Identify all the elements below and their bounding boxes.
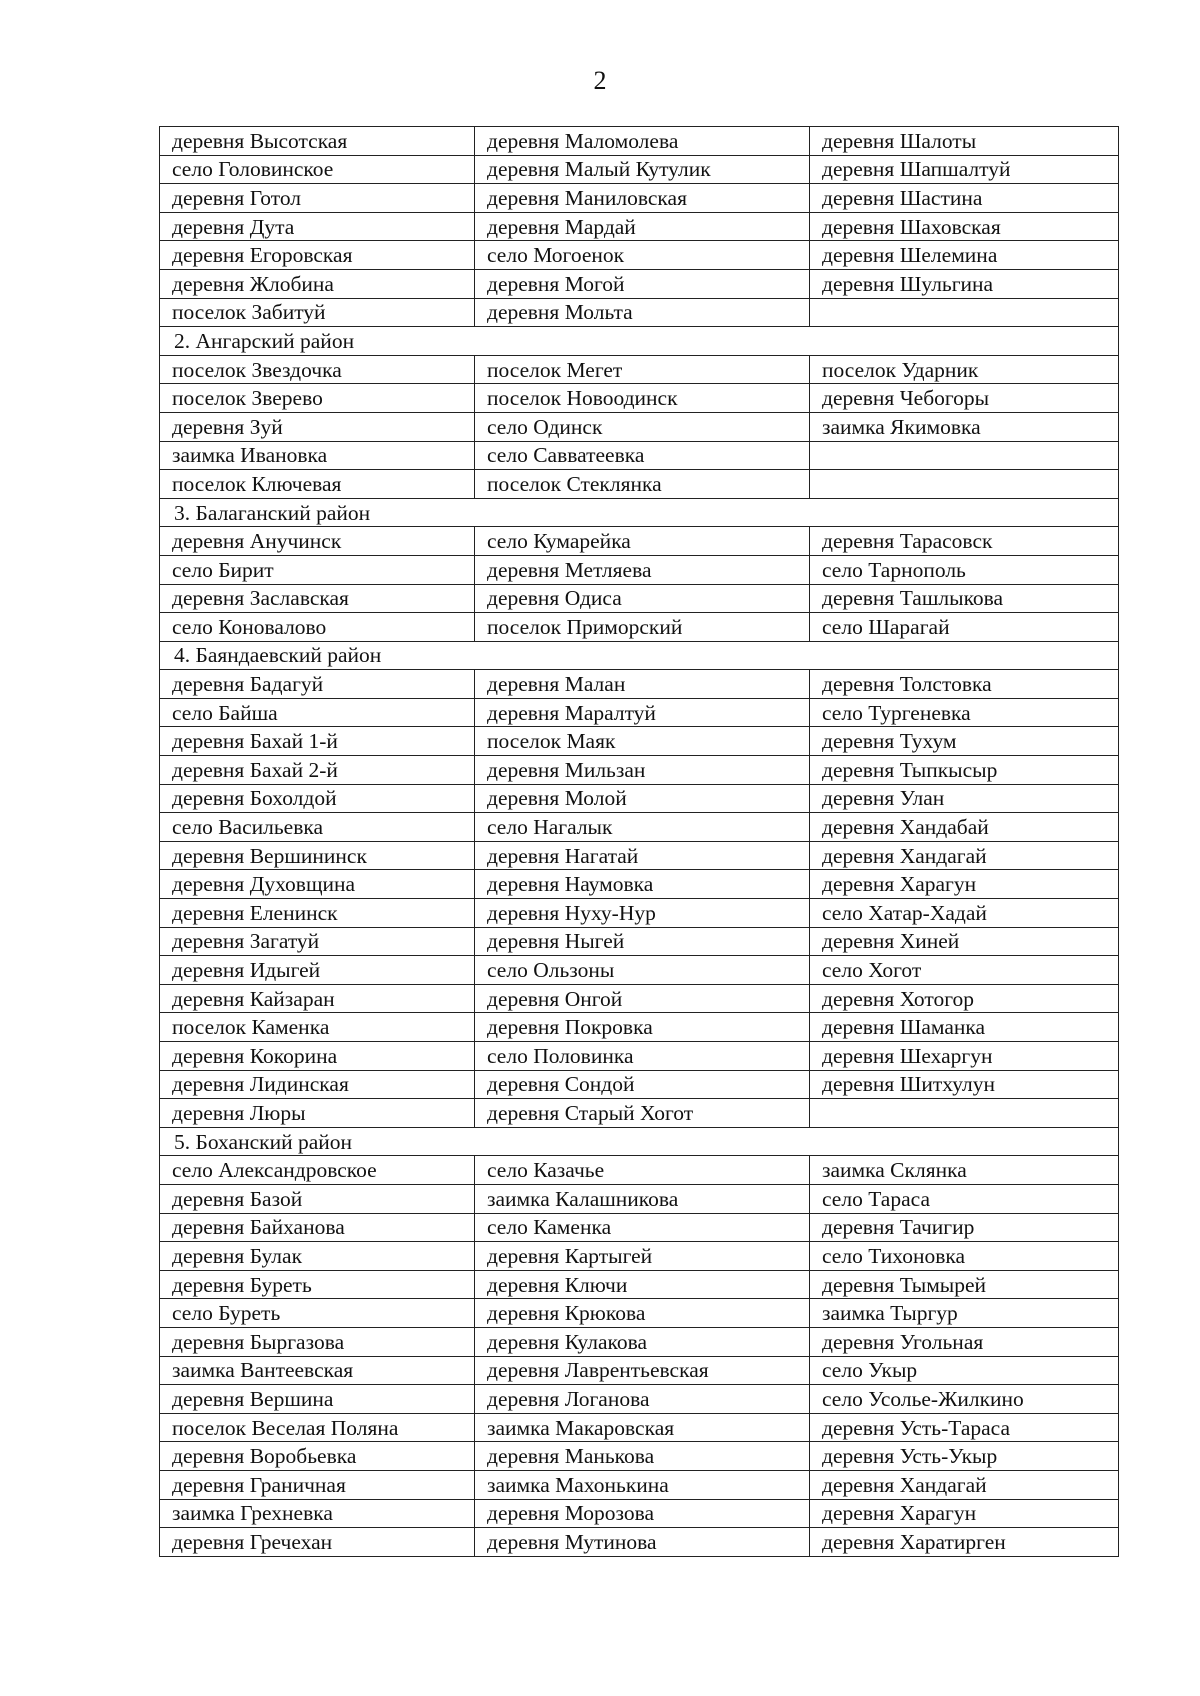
- settlement-cell: [810, 1099, 1119, 1128]
- settlement-cell: деревня Наумовка: [475, 870, 810, 899]
- table-row: [160, 184, 1119, 213]
- settlement-cell: деревня Мардай: [475, 212, 810, 241]
- table-row: [160, 813, 1119, 842]
- settlement-cell: деревня Покровка: [475, 1013, 810, 1042]
- settlement-cell: село Каменка: [475, 1213, 810, 1242]
- settlement-cell: деревня Могой: [475, 269, 810, 298]
- settlement-cell: деревня Люры: [160, 1099, 475, 1128]
- settlement-cell: деревня Идыгей: [160, 956, 475, 985]
- settlement-cell: деревня Шалоты: [810, 127, 1119, 156]
- settlement-cell: деревня Зуй: [160, 412, 475, 441]
- table-row: [160, 899, 1119, 928]
- settlement-cell: деревня Заславская: [160, 584, 475, 613]
- settlement-cell: деревня Логанова: [475, 1385, 810, 1414]
- settlement-cell: деревня Бохолдой: [160, 784, 475, 813]
- table-row: [160, 727, 1119, 756]
- settlement-cell: деревня Вершининск: [160, 841, 475, 870]
- table-row: [160, 1499, 1119, 1528]
- settlement-cell: село Васильевка: [160, 813, 475, 842]
- settlement-cell: деревня Егоровская: [160, 241, 475, 270]
- settlement-cell: село Одинск: [475, 412, 810, 441]
- settlement-cell: поселок Новоодинск: [475, 384, 810, 413]
- district-header-row: [160, 1127, 1119, 1156]
- settlement-cell: [810, 298, 1119, 327]
- settlement-cell: деревня Тачигир: [810, 1213, 1119, 1242]
- settlement-cell: заимка Грехневка: [160, 1499, 475, 1528]
- settlement-cell: деревня Морозова: [475, 1499, 810, 1528]
- page-number: 2: [593, 66, 607, 95]
- settlement-cell: село Нагалык: [475, 813, 810, 842]
- settlement-cell: деревня Харагун: [810, 1499, 1119, 1528]
- table-row: [160, 1528, 1119, 1557]
- settlement-cell: деревня Анучинск: [160, 527, 475, 556]
- settlement-cell: заимка Тыргур: [810, 1299, 1119, 1328]
- table-row: [160, 1242, 1119, 1271]
- settlement-cell: село Байша: [160, 698, 475, 727]
- settlement-cell: деревня Хандагай: [810, 1470, 1119, 1499]
- table-row: [160, 1356, 1119, 1385]
- settlement-cell: деревня Картыгей: [475, 1242, 810, 1271]
- settlement-cell: деревня Бахай 1-й: [160, 727, 475, 756]
- settlement-cell: деревня Хиней: [810, 927, 1119, 956]
- district-header-row: [160, 498, 1119, 527]
- settlement-cell: поселок Маяк: [475, 727, 810, 756]
- district-title: 2. Ангарский район: [160, 327, 1119, 356]
- settlement-cell: село Александровское: [160, 1156, 475, 1185]
- settlement-cell: село Шарагай: [810, 613, 1119, 642]
- table-row: [160, 1184, 1119, 1213]
- settlement-cell: село Бирит: [160, 555, 475, 584]
- settlement-cell: [810, 470, 1119, 499]
- settlement-cell: деревня Шапшалтуй: [810, 155, 1119, 184]
- settlement-cell: деревня Ключи: [475, 1270, 810, 1299]
- table-row: [160, 1270, 1119, 1299]
- settlement-cell: поселок Зверево: [160, 384, 475, 413]
- settlement-cell: деревня Лаврентьевская: [475, 1356, 810, 1385]
- settlement-cell: село Казачье: [475, 1156, 810, 1185]
- settlement-cell: деревня Угольная: [810, 1327, 1119, 1356]
- table-row: [160, 1013, 1119, 1042]
- settlement-cell: деревня Высотская: [160, 127, 475, 156]
- settlement-cell: деревня Хандагай: [810, 841, 1119, 870]
- settlement-cell: деревня Чебогоры: [810, 384, 1119, 413]
- settlement-cell: деревня Дута: [160, 212, 475, 241]
- table-row: [160, 212, 1119, 241]
- table-row: [160, 555, 1119, 584]
- settlement-cell: деревня Мильзан: [475, 756, 810, 785]
- settlement-cell: деревня Граничная: [160, 1470, 475, 1499]
- settlement-cell: заимка Ивановка: [160, 441, 475, 470]
- settlement-cell: село Ользоны: [475, 956, 810, 985]
- settlement-cell: деревня Харатирген: [810, 1528, 1119, 1557]
- settlement-cell: село Укыр: [810, 1356, 1119, 1385]
- settlement-cell: село Тихоновка: [810, 1242, 1119, 1271]
- table-row: [160, 1070, 1119, 1099]
- settlement-cell: село Хатар-Хадай: [810, 899, 1119, 928]
- settlement-cell: деревня Одиса: [475, 584, 810, 613]
- settlement-cell: деревня Усть-Тараса: [810, 1413, 1119, 1442]
- settlement-cell: деревня Сондой: [475, 1070, 810, 1099]
- settlement-cell: деревня Шелемина: [810, 241, 1119, 270]
- settlement-cell: поселок Веселая Поляна: [160, 1413, 475, 1442]
- settlement-cell: деревня Улан: [810, 784, 1119, 813]
- settlement-cell: заимка Макаровская: [475, 1413, 810, 1442]
- settlement-cell: деревня Байханова: [160, 1213, 475, 1242]
- settlement-cell: деревня Шаховская: [810, 212, 1119, 241]
- settlement-cell: деревня Духовщина: [160, 870, 475, 899]
- table-row: [160, 870, 1119, 899]
- table-row: [160, 984, 1119, 1013]
- table-row: [160, 155, 1119, 184]
- settlement-cell: деревня Тымырей: [810, 1270, 1119, 1299]
- settlement-cell: деревня Еленинск: [160, 899, 475, 928]
- settlement-cell: деревня Гречехан: [160, 1528, 475, 1557]
- settlement-cell: село Половинка: [475, 1042, 810, 1071]
- district-title: 3. Балаганский район: [160, 498, 1119, 527]
- settlement-cell: деревня Загатуй: [160, 927, 475, 956]
- district-title: 4. Баяндаевский район: [160, 641, 1119, 670]
- table-row: [160, 1442, 1119, 1471]
- settlement-cell: заимка Махонькина: [475, 1470, 810, 1499]
- settlement-cell: заимка Калашникова: [475, 1184, 810, 1213]
- settlement-cell: деревня Маниловская: [475, 184, 810, 213]
- settlement-cell: деревня Толстовка: [810, 670, 1119, 699]
- settlement-cell: поселок Ударник: [810, 355, 1119, 384]
- settlement-cell: деревня Усть-Укыр: [810, 1442, 1119, 1471]
- settlement-cell: село Коновалово: [160, 613, 475, 642]
- settlement-cell: заимка Вантеевская: [160, 1356, 475, 1385]
- settlement-cell: село Хогот: [810, 956, 1119, 985]
- settlement-cell: деревня Мутинова: [475, 1528, 810, 1557]
- settlement-cell: село Тараса: [810, 1184, 1119, 1213]
- settlement-cell: [810, 441, 1119, 470]
- settlement-cell: деревня Базой: [160, 1184, 475, 1213]
- table-row: [160, 527, 1119, 556]
- settlement-cell: деревня Кайзаран: [160, 984, 475, 1013]
- table-row: [160, 269, 1119, 298]
- table-row: [160, 1213, 1119, 1242]
- table-row: [160, 1327, 1119, 1356]
- settlements-table: [159, 126, 1119, 1557]
- settlement-cell: деревня Жлобина: [160, 269, 475, 298]
- settlement-cell: село Буреть: [160, 1299, 475, 1328]
- settlement-cell: деревня Кокорина: [160, 1042, 475, 1071]
- table-row: [160, 298, 1119, 327]
- settlement-cell: деревня Маралтуй: [475, 698, 810, 727]
- settlement-cell: деревня Вершина: [160, 1385, 475, 1414]
- table-row: [160, 127, 1119, 156]
- settlement-cell: деревня Хотогор: [810, 984, 1119, 1013]
- settlement-cell: деревня Крюкова: [475, 1299, 810, 1328]
- table-row: [160, 584, 1119, 613]
- table-row: [160, 384, 1119, 413]
- settlement-cell: село Усолье-Жилкино: [810, 1385, 1119, 1414]
- settlement-cell: деревня Метляева: [475, 555, 810, 584]
- settlement-cell: поселок Звездочка: [160, 355, 475, 384]
- table-row: [160, 841, 1119, 870]
- settlement-cell: деревня Старый Хогот: [475, 1099, 810, 1128]
- settlement-cell: поселок Забитуй: [160, 298, 475, 327]
- settlement-cell: деревня Малан: [475, 670, 810, 699]
- table-row: [160, 412, 1119, 441]
- settlement-cell: село Могоенок: [475, 241, 810, 270]
- settlement-cell: заимка Склянка: [810, 1156, 1119, 1185]
- settlement-cell: деревня Малый Кутулик: [475, 155, 810, 184]
- settlement-cell: деревня Маломолева: [475, 127, 810, 156]
- settlement-cell: деревня Тарасовск: [810, 527, 1119, 556]
- settlement-cell: деревня Нагатай: [475, 841, 810, 870]
- table-row: [160, 1385, 1119, 1414]
- table-row: [160, 441, 1119, 470]
- settlement-cell: деревня Ташлыкова: [810, 584, 1119, 613]
- settlement-cell: поселок Мегет: [475, 355, 810, 384]
- settlement-cell: деревня Хандабай: [810, 813, 1119, 842]
- district-header-row: [160, 641, 1119, 670]
- table-row: [160, 756, 1119, 785]
- settlement-cell: деревня Булак: [160, 1242, 475, 1271]
- settlement-cell: деревня Шаманка: [810, 1013, 1119, 1042]
- table-row: [160, 355, 1119, 384]
- settlement-cell: поселок Ключевая: [160, 470, 475, 499]
- settlement-cell: село Тургеневка: [810, 698, 1119, 727]
- table-row: [160, 1099, 1119, 1128]
- table-row: [160, 698, 1119, 727]
- settlement-cell: деревня Быргазова: [160, 1327, 475, 1356]
- settlement-cell: деревня Тыпкысыр: [810, 756, 1119, 785]
- settlement-cell: село Тарнополь: [810, 555, 1119, 584]
- settlement-cell: деревня Шастина: [810, 184, 1119, 213]
- settlement-cell: деревня Бадагуй: [160, 670, 475, 699]
- table-row: [160, 1156, 1119, 1185]
- settlement-cell: деревня Нуху-Нур: [475, 899, 810, 928]
- district-header-row: [160, 327, 1119, 356]
- settlement-cell: село Кумарейка: [475, 527, 810, 556]
- settlement-cell: деревня Готол: [160, 184, 475, 213]
- table-body: [160, 127, 1119, 1557]
- settlement-cell: деревня Лидинская: [160, 1070, 475, 1099]
- settlement-cell: заимка Якимовка: [810, 412, 1119, 441]
- table-row: [160, 470, 1119, 499]
- settlement-cell: поселок Стеклянка: [475, 470, 810, 499]
- settlement-cell: село Савватеевка: [475, 441, 810, 470]
- table-row: [160, 784, 1119, 813]
- settlement-cell: деревня Буреть: [160, 1270, 475, 1299]
- table-row: [160, 1413, 1119, 1442]
- settlement-cell: деревня Мольта: [475, 298, 810, 327]
- settlement-cell: деревня Шульгина: [810, 269, 1119, 298]
- settlement-cell: деревня Кулакова: [475, 1327, 810, 1356]
- settlement-cell: деревня Шехаргун: [810, 1042, 1119, 1071]
- settlement-cell: деревня Манькова: [475, 1442, 810, 1471]
- settlement-cell: деревня Шитхулун: [810, 1070, 1119, 1099]
- table-row: [160, 1042, 1119, 1071]
- settlement-cell: деревня Тухум: [810, 727, 1119, 756]
- table-row: [160, 1470, 1119, 1499]
- settlement-cell: деревня Онгой: [475, 984, 810, 1013]
- table-row: [160, 1299, 1119, 1328]
- district-title: 5. Боханский район: [160, 1127, 1119, 1156]
- settlement-cell: поселок Каменка: [160, 1013, 475, 1042]
- settlement-cell: деревня Бахай 2-й: [160, 756, 475, 785]
- table-row: [160, 927, 1119, 956]
- settlement-cell: деревня Ныгей: [475, 927, 810, 956]
- settlement-cell: деревня Воробьевка: [160, 1442, 475, 1471]
- settlement-cell: село Головинское: [160, 155, 475, 184]
- table-row: [160, 613, 1119, 642]
- settlement-cell: деревня Молой: [475, 784, 810, 813]
- table-row: [160, 956, 1119, 985]
- settlement-cell: деревня Харагун: [810, 870, 1119, 899]
- settlement-cell: поселок Приморский: [475, 613, 810, 642]
- table-row: [160, 241, 1119, 270]
- table-row: [160, 670, 1119, 699]
